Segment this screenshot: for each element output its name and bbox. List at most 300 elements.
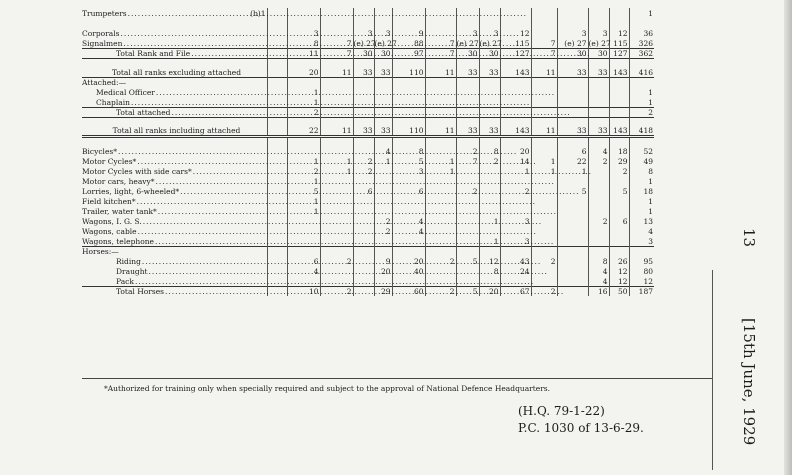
table-cell (588, 236, 609, 246)
table-cell: 5 (557, 186, 588, 196)
table-cell: 33 (588, 58, 609, 77)
table-cell (353, 77, 374, 87)
table-cell: 2 (479, 156, 500, 166)
row-label: Draught (116, 267, 148, 276)
table-cell (557, 266, 588, 276)
table-cell (500, 18, 531, 28)
table-cell: 29 (374, 286, 392, 296)
table-cell (287, 246, 320, 256)
table-cell: (e) 27 (557, 38, 588, 48)
table-cell: 60 (392, 286, 425, 296)
row-label: Total Horses (116, 287, 164, 296)
row-label-cell (82, 276, 249, 286)
leader-dots (156, 88, 555, 97)
table-cell (588, 97, 609, 107)
table-cell: 8 (648, 167, 653, 176)
table-cell: 7 (425, 38, 456, 48)
table-cell (609, 226, 629, 236)
table-cell: 7 (456, 156, 479, 166)
table-cell (588, 107, 609, 117)
table-cell: 2 (287, 166, 320, 176)
table-cell: 33 (374, 117, 392, 136)
table-row (82, 266, 654, 276)
table-cell (353, 246, 374, 256)
table-row (82, 97, 654, 107)
table-cell (588, 18, 609, 28)
row-label-cell (82, 256, 249, 266)
table-cell: (e) 27 (374, 38, 397, 48)
table-cell: 2 (425, 256, 456, 266)
table-cell: 33 (456, 117, 479, 136)
table-cell (249, 58, 267, 77)
table-cell (267, 18, 287, 28)
table-cell (557, 87, 588, 97)
table-cell (557, 246, 588, 256)
table-row (82, 28, 654, 38)
row-label-cell (82, 97, 249, 107)
leader-dots (131, 98, 530, 107)
table-cell: 30 (557, 48, 588, 58)
table-cell: 88 (392, 38, 425, 48)
table-cell: 1 (648, 97, 653, 107)
row-label: Wagons, cable (82, 227, 137, 236)
table-cell: 2 (456, 186, 479, 196)
row-label-cell (82, 226, 249, 236)
table-cell (531, 246, 557, 256)
table-row (82, 246, 654, 256)
table-cell (557, 206, 588, 216)
table-cell: 12 (609, 28, 629, 38)
table-cell (609, 236, 629, 246)
table-cell (374, 246, 392, 256)
table-cell (609, 18, 629, 28)
table-cell (588, 206, 609, 216)
table-cell: 1 (648, 9, 653, 18)
table-cell: 20 (479, 286, 500, 296)
table-cell: 1 (648, 197, 653, 206)
table-cell: 4 (392, 226, 425, 236)
table-cell: 6 (609, 216, 629, 226)
row-label-cell (82, 146, 249, 156)
table-row (82, 117, 654, 136)
table-cell: 1 (500, 166, 531, 176)
table-cell (374, 77, 392, 87)
table-cell: 127 (609, 48, 629, 58)
leader-dots (142, 257, 541, 266)
row-label-cell (82, 206, 249, 216)
table-cell: 2 (320, 286, 353, 296)
table-cell (425, 246, 456, 256)
table-row (82, 87, 654, 97)
table-cell: 8 (392, 146, 425, 156)
table-cell (588, 226, 609, 236)
table-cell: 143 (609, 117, 629, 136)
table-row (82, 77, 654, 87)
table-cell: 110 (392, 58, 425, 77)
table-cell: 52 (643, 147, 653, 156)
table-cell: 1 (479, 216, 500, 226)
row-label-cell (82, 18, 249, 28)
table-cell: 2 (320, 256, 353, 266)
row-label-cell (82, 28, 249, 38)
table-cell: 4 (392, 216, 425, 226)
table-cell (456, 77, 479, 87)
table-cell: 1 (374, 156, 392, 166)
table-cell: 2 (353, 166, 374, 176)
leader-dots (128, 9, 527, 18)
table-cell: 40 (392, 266, 425, 276)
row-label: Horses:— (82, 247, 119, 256)
row-label: Attached:— (82, 78, 127, 87)
table-cell (629, 136, 654, 146)
table-cell: 115 (609, 38, 629, 48)
table-cell (557, 226, 588, 236)
table-cell: 326 (638, 38, 653, 48)
table-cell (557, 8, 588, 18)
table-cell (456, 136, 479, 146)
table-cell: 33 (353, 58, 374, 77)
table-cell: 3 (479, 28, 500, 38)
table-cell (629, 18, 654, 28)
table-cell: 418 (629, 117, 654, 136)
table-cell: 16 (588, 286, 609, 296)
table-cell (609, 8, 629, 18)
table-row (82, 58, 654, 77)
table-cell: 2 (287, 107, 320, 117)
table-cell (479, 136, 500, 146)
table-cell (425, 136, 456, 146)
table-cell: 1 (648, 88, 653, 97)
row-label-cell (82, 216, 249, 226)
table-cell: 3 (557, 28, 588, 38)
table-cell (320, 18, 353, 28)
row-label: Total all ranks excluding attached (111, 67, 242, 77)
table-cell (249, 117, 267, 136)
table-cell: 20 (287, 58, 320, 77)
table-cell (557, 136, 588, 146)
table-cell (588, 136, 609, 146)
table-cell: 4 (648, 227, 653, 236)
table-cell: 115 (500, 38, 531, 48)
table-cell (456, 246, 479, 256)
row-label: Trumpeters (82, 9, 127, 18)
leader-dots (135, 277, 534, 286)
table-cell (557, 176, 588, 186)
table-cell: 4 (287, 266, 320, 276)
row-label-cell (82, 186, 249, 196)
leader-dots (156, 177, 555, 186)
page-edge (784, 0, 792, 475)
table-row (82, 236, 654, 246)
table-cell (588, 246, 609, 256)
table-cell: 12 (500, 28, 531, 38)
table-cell: 43 (500, 256, 531, 266)
table-cell: 24 (500, 266, 531, 276)
row-label-cell (82, 246, 249, 256)
table-cell: 33 (374, 58, 392, 77)
table-cell: 2 (456, 146, 479, 156)
table-cell (500, 77, 531, 87)
table-cell: 12 (609, 276, 629, 286)
table-cell: 1 (479, 236, 500, 246)
table-cell (609, 87, 629, 97)
table-cell: 416 (629, 58, 654, 77)
table-cell: 4 (588, 266, 609, 276)
table-cell (588, 196, 609, 206)
table-cell (500, 136, 531, 146)
row-label: Wagons, I. G. S. (82, 217, 142, 226)
page-number: 13 (740, 228, 758, 248)
table-row (82, 226, 654, 236)
row-label-cell (82, 77, 249, 87)
table-cell (531, 136, 557, 146)
table-cell (267, 246, 287, 256)
table-row (82, 107, 654, 117)
table-cell: 143 (500, 58, 531, 77)
table-cell: 362 (629, 48, 654, 58)
table-cell: 33 (479, 117, 500, 136)
table-cell (249, 136, 267, 146)
table-cell (392, 18, 425, 28)
table-cell: 1 (425, 166, 456, 176)
table-row (82, 166, 654, 176)
table-cell (353, 136, 374, 146)
leader-dots (120, 29, 519, 38)
row-label: Bicycles* (82, 147, 117, 156)
table-cell: 11 (320, 58, 353, 77)
footnote-rule (82, 378, 712, 379)
table-cell: 30 (588, 48, 609, 58)
table-cell: 2 (374, 226, 392, 236)
hq-reference: (H.Q. 79-1-22) (518, 404, 605, 418)
table-cell: 8 (287, 38, 320, 48)
table-cell (557, 216, 588, 226)
table-cell: 7 (320, 48, 353, 58)
table-cell: 4 (588, 146, 609, 156)
table-cell (425, 77, 456, 87)
row-label: Medical Officer (96, 88, 155, 97)
table-cell: 5 (392, 156, 425, 166)
row-label-cell (82, 8, 249, 18)
table-cell (392, 77, 425, 87)
table-cell: 2 (531, 286, 557, 296)
table-cell: 13 (643, 217, 653, 226)
table-cell (500, 246, 531, 256)
table-cell (557, 256, 588, 266)
table-cell (588, 87, 609, 97)
table-cell (531, 276, 557, 286)
table-cell (479, 246, 500, 256)
table-cell (392, 136, 425, 146)
table-row (82, 196, 654, 206)
table-cell: 8 (588, 256, 609, 266)
table-cell: 3 (648, 236, 653, 246)
table-cell (456, 18, 479, 28)
leader-dots (180, 187, 579, 196)
table-cell (531, 97, 557, 107)
table-cell (479, 18, 500, 28)
table-cell: 20 (500, 146, 531, 156)
leader-dots (158, 207, 557, 216)
table-cell (249, 246, 267, 256)
table-cell: 33 (557, 117, 588, 136)
establishment-table (82, 8, 654, 296)
table-cell: 12 (643, 276, 653, 286)
table-spacer-row (82, 18, 654, 28)
table-cell: 33 (456, 58, 479, 77)
table-row (82, 38, 654, 48)
table-cell: (b)1 (250, 9, 266, 18)
leader-dots (118, 147, 517, 156)
table-cell (320, 246, 353, 256)
table-cell: 2 (609, 166, 629, 176)
table-cell: 12 (609, 266, 629, 276)
table-cell (267, 136, 287, 146)
row-label: Signalmen (82, 38, 123, 48)
table-row (82, 206, 654, 216)
table-cell (531, 77, 557, 87)
row-label: Field kitchen* (82, 197, 136, 206)
table-cell (374, 18, 392, 28)
table-cell (609, 196, 629, 206)
table-cell (588, 8, 609, 18)
table-cell: 3 (287, 28, 320, 38)
row-label: Total attached (116, 107, 171, 117)
table-cell: (e) 27 (588, 38, 611, 48)
table-cell (479, 77, 500, 87)
table-cell: 1 (287, 97, 320, 107)
table-cell: 3 (374, 28, 392, 38)
table-cell (267, 77, 287, 87)
row-label-cell (82, 196, 249, 206)
row-label-cell (82, 236, 249, 246)
row-label-cell (82, 58, 249, 77)
table-cell (557, 276, 588, 286)
row-label-cell (82, 48, 249, 58)
table-cell (531, 146, 557, 156)
table-cell: 6 (287, 256, 320, 266)
table-cell: 18 (609, 146, 629, 156)
table-cell: 97 (392, 48, 425, 58)
table-cell (588, 77, 609, 87)
table-cell: 7 (320, 38, 353, 48)
table-cell (287, 77, 320, 87)
table-cell: 95 (643, 257, 653, 266)
row-label-cell (82, 266, 249, 276)
table-row (82, 8, 654, 18)
row-label-cell (82, 286, 249, 296)
table-cell: 9 (392, 28, 425, 38)
row-label-cell (82, 136, 249, 146)
table-cell: 10 (287, 286, 320, 296)
table-cell: 1 (287, 87, 320, 97)
table-cell: 33 (557, 58, 588, 77)
table-cell (588, 176, 609, 186)
table-cell: 29 (609, 156, 629, 166)
table-cell: 20 (392, 256, 425, 266)
table-cell: 1 (287, 196, 320, 206)
leader-dots (137, 197, 536, 206)
table-cell: 3 (456, 28, 479, 38)
table-cell: 30 (456, 48, 479, 58)
table-row (82, 186, 654, 196)
row-label: Total Rank and File (116, 48, 191, 58)
table-cell: 11 (531, 58, 557, 77)
row-label: Trailer, water tank* (82, 207, 157, 216)
table-cell: 1 (287, 156, 320, 166)
table-cell: 6 (392, 186, 425, 196)
table-cell: 6 (353, 186, 374, 196)
table-cell (557, 97, 588, 107)
table-cell: 3 (392, 166, 425, 176)
table-cell (353, 18, 374, 28)
table-cell: 3 (500, 236, 531, 246)
page-date: [15th June, 1929 (740, 318, 758, 446)
table-cell: 5 (609, 186, 629, 196)
table-cell: 2 (374, 216, 392, 226)
table-cell: 11 (531, 117, 557, 136)
row-label: Total all ranks including attached (112, 125, 241, 135)
table-cell: (e) 27 (479, 38, 502, 48)
table-cell: 127 (500, 48, 531, 58)
table-cell (392, 246, 425, 256)
table-cell: 2 (588, 156, 609, 166)
row-label: Chaplain (96, 97, 130, 107)
table-cell (557, 236, 588, 246)
table-row (82, 156, 654, 166)
table-cell: 9 (374, 256, 392, 266)
table-cell: 1 (425, 156, 456, 166)
table-cell: 2 (588, 216, 609, 226)
table-row (82, 48, 654, 58)
table-cell: 22 (557, 156, 588, 166)
table-cell: 7 (425, 48, 456, 58)
table-cell: 67 (500, 286, 531, 296)
table-cell: 33 (479, 58, 500, 77)
table-cell: 3 (353, 28, 374, 38)
table-cell (609, 176, 629, 186)
table-cell: 1 (648, 207, 653, 216)
footnote: *Authorized for training only when specially required and subject to the approval of National Defence Headquarters. (104, 384, 551, 393)
pc-reference: P.C. 1030 of 13-6-29. (518, 421, 644, 435)
table-cell (531, 28, 557, 38)
table-cell (267, 58, 287, 77)
leader-dots (149, 267, 548, 276)
table-cell: 1 (320, 166, 353, 176)
table-cell (287, 18, 320, 28)
table-cell: 3 (588, 28, 609, 38)
margin-rule (712, 270, 713, 470)
table-cell: 11 (287, 48, 320, 58)
row-label: Riding (116, 257, 141, 266)
table-cell: 50 (609, 286, 629, 296)
table-cell: 14 (500, 156, 531, 166)
table-cell: (e) 27 (456, 38, 479, 48)
row-label: Lorries, light, 6-wheeled* (82, 187, 180, 196)
table-cell: 20 (374, 266, 392, 276)
table-cell: 2 (425, 286, 456, 296)
table-cell (609, 206, 629, 216)
row-label: Pack (116, 276, 134, 286)
table-cell: 1 (557, 166, 588, 176)
table-cell: 187 (629, 286, 654, 296)
table-spacer-row (82, 136, 654, 146)
table-cell (609, 246, 629, 256)
table-cell: 5 (456, 286, 479, 296)
table-cell: 1 (531, 166, 557, 176)
row-label-cell (82, 87, 249, 97)
table-cell (609, 77, 629, 87)
